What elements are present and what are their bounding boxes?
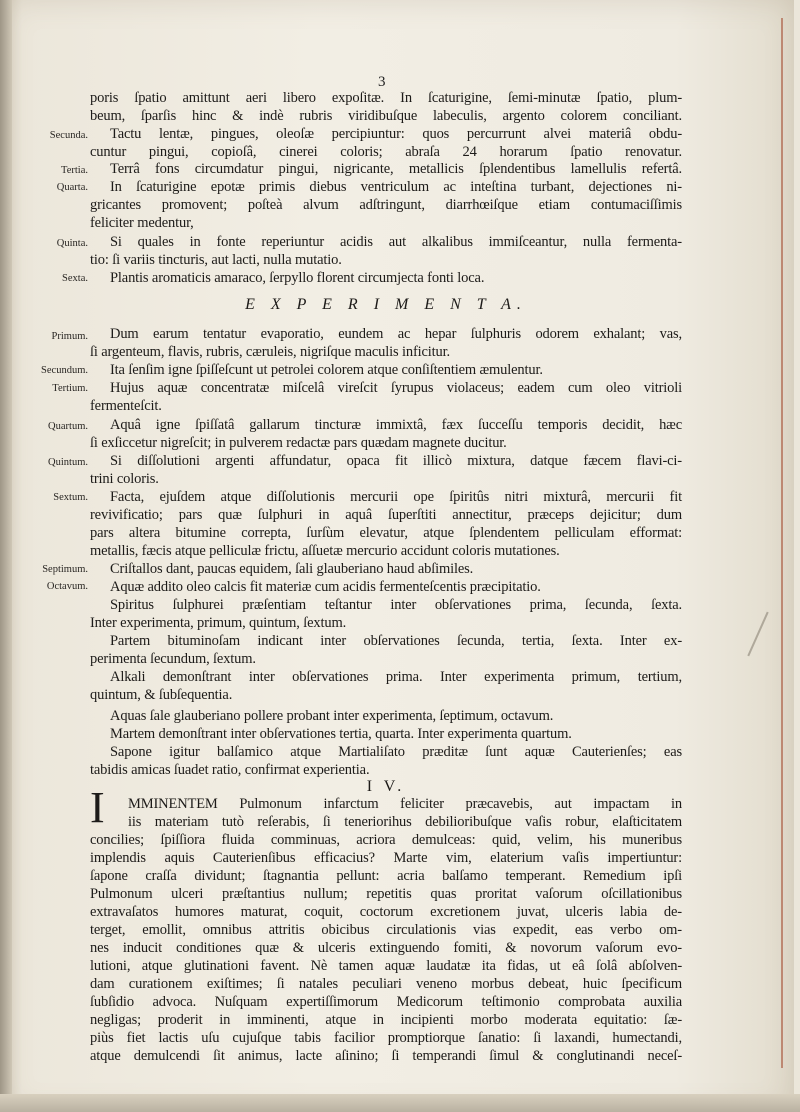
text-line: Martem demonſtrant inter obſervationes tertia, quarta. Inter experimenta quartum.: [110, 726, 572, 742]
margin-label-tertia: Tertia.: [61, 165, 88, 176]
text-line: poris ſpatio amittunt aeri libero expoſitæ. In ſcaturigine, ſemi-minutæ ſpatio, plum-: [90, 90, 682, 106]
text-line: quintum, & ſubſequentia.: [90, 687, 233, 703]
page-bottom-edge: [0, 1094, 800, 1112]
text-line: Alkali demonſtrant inter obſervationes prima. Inter experimenta primum, tertium,: [110, 669, 682, 685]
text-line: iis materiam tutò reſerabis, ſi teneriorihus debilioribuſque vaſis robur, elaſticitatem: [128, 814, 682, 830]
page-edge-line: [781, 18, 783, 1068]
folio-number: 3: [378, 74, 386, 90]
text-line: terget, emollit, omnibus attritis obicibus circulationis vias expedit, eas verbo om-: [90, 922, 682, 938]
text-line: tio: ſi variis tincturis, aut lacti, nulla mutatio.: [90, 252, 342, 268]
text-line: Facta, ejuſdem atque diſſolutionis mercurii ope ſpiritûs nitri mixturâ, mercurii fit: [110, 489, 682, 505]
text-line: lutioni, atque glutinationi favent. Nè tamen aquæ laudatæ ita fidas, ut eâ ſolâ abſolven-: [90, 958, 682, 974]
text-line: Spiritus ſulphurei præſentiam teſtantur inter obſervationes prima, ſecunda, ſexta.: [110, 597, 682, 613]
text-line: concilies; ſpiſſiora fluida comminuas, acriora demulceas: quid, velim, his muneribus: [90, 832, 682, 848]
text-line: Hujus aquæ concentratæ miſcelâ vireſcit ſyrupus violaceus; eadem cum oleo vitrioli: [110, 380, 682, 396]
section-heading-experimenta: E X P E R I M E N T A.: [245, 296, 527, 313]
text-line: piùs fiet lactis uſu cujuſque tabis facilior promptiorque ſanatio: ſi laxandi, humectandi,: [90, 1030, 682, 1046]
text-line: extravaſatos humores maturat, coquit, coctorum excretionem juvat, ulceris labia de-: [90, 904, 682, 920]
text-line: Sapone igitur balſamico atque Martialiſato præditæ ſunt aquæ Cauterienſes; eas: [110, 744, 682, 760]
text-line: trini coloris.: [90, 471, 159, 487]
text-line: MMINENTEM Pulmonum infarctum feliciter præcavebis, aut impactam in: [128, 796, 682, 812]
text-line: fermenteſcit.: [90, 398, 162, 414]
margin-label-secundum: Secundum.: [41, 365, 88, 376]
page-gutter: [0, 0, 12, 1112]
text-line: gricantes promovent; poſteà alvum adſtringunt, diarrhœiſque etiam contumaciſſimis: [90, 197, 682, 213]
margin-label-septimum: Septimum.: [42, 564, 88, 575]
text-line: Dum earum tentatur evaporatio, eundem ac hepar ſulphuris odorem exhalant; vas,: [110, 326, 682, 342]
text-line: feliciter medentur,: [90, 215, 194, 231]
section-numeral: I V.: [366, 778, 406, 795]
text-line: dam curationem exiſtimes; ſi natales peculiari veneno morbus debeat, huic ſpecificum: [90, 976, 682, 992]
text-line: Criſtallos dant, paucas equidem, ſali glauberiano haud abſimiles.: [110, 561, 474, 577]
text-line: Partem bituminoſam indicant inter obſervationes ſecunda, tertia, ſexta. Inter ex-: [110, 633, 682, 649]
text-line: Terrâ fons circumdatur pingui, nigricante, metallicis ſplendentibus lamellulis refertâ.: [110, 161, 682, 177]
text-line: ſi argenteum, flavis, rubris, cæruleis, nigriſque maculis inficitur.: [90, 344, 451, 360]
margin-label-quartum: Quartum.: [48, 421, 88, 432]
margin-label-tertium: Tertium.: [52, 383, 88, 394]
text-line: Inter experimenta, primum, quintum, ſextum.: [90, 615, 347, 631]
text-line: metallis, fæcis atque pelliculæ frictu, aſſuetæ mercurio accidunt coloris mutationes.: [90, 543, 560, 559]
text-line: Aquas ſale glauberiano pollere probant inter experimenta, ſeptimum, octavum.: [110, 708, 554, 724]
text-line: Aquâ igne ſpiſſatâ gallarum tincturæ immixtâ, fæx ſucceſſu temporis decidit, hæc: [110, 417, 682, 433]
text-line: Si quales in fonte reperiuntur acidis aut alkalibus immiſceantur, nulla fermenta-: [110, 234, 682, 250]
text-line: cuntur pingui, copioſâ, cinerei coloris; abraſa 24 horarum ſpatio renovatur.: [90, 144, 682, 160]
text-line: Ita ſenſim igne ſpiſſeſcunt ut petrolei colorem atque conſiſtentiem æmulentur.: [110, 362, 543, 378]
margin-label-sexta: Sexta.: [62, 273, 88, 284]
text-line: tabidis amicas ſuadet ratio, confirmat experientia.: [90, 762, 370, 778]
text-line: pars altera bitumine correpta, ſurſùm elevatur, atque ſplendentem pelliculam efformat:: [90, 525, 682, 541]
margin-label-octavum: Octavum.: [46, 581, 88, 592]
margin-label-quarta: Quarta.: [56, 182, 88, 193]
text-line: Plantis aromaticis amaraco, ſerpyllo florent circumjecta fonti loca.: [110, 270, 485, 286]
margin-label-primum: Primum.: [51, 331, 88, 342]
margin-label-quinta: Quinta.: [56, 238, 88, 249]
text-line: implendis aquis Cauterienſibus efficacius? Marte vim, elaterium vaſis impertiuntur:: [90, 850, 682, 866]
text-line: Si diſſolutioni argenti affundatur, opaca fit illicò mixtura, datque fæcem flavi-ci-: [110, 453, 682, 469]
drop-cap-letter: I: [90, 783, 105, 832]
margin-label-quintum: Quintum.: [48, 457, 88, 468]
text-line: atque demulcendi ſit animus, lacte aſinino; ſi temperandi ſimul & conglutinandi neceſ-: [90, 1048, 682, 1064]
text-line: nes inducit conditiones quæ & ulceris extinguendo fomiti, & novorum vaſorum evo-: [90, 940, 682, 956]
text-line: ſubſidio advoca. Nuſquam expertiſſimorum Medicorum teſtimonio comprobata auxilia: [90, 994, 682, 1010]
text-line: Pulmonum ulceri præſtantius nullum; repetitis quas proritat vaſorum oſcillationibus: [90, 886, 682, 902]
text-line: ſapone craſſa dividunt; ſtagnantia pellunt: acria balſamo temperant. Remedium ipſi: [90, 868, 682, 884]
text-line: Tactu lentæ, pingues, oleoſæ percipiuntur: quos percurrunt alvei materiâ obdu-: [110, 126, 682, 142]
text-line: Aquæ addito oleo calcis fit materiæ cum acidis fermenteſcentis præcipitatio.: [110, 579, 541, 595]
text-line: beum, ſparſis hinc & indè rubris viridibuſque labeculis, argento colorem conciliant.: [90, 108, 682, 124]
text-line: perimenta ſecundum, ſextum.: [90, 651, 256, 667]
margin-label-secunda: Secunda.: [49, 130, 88, 141]
text-line: In ſcaturigine epotæ primis diebus ventriculum ac inteſtina turbant, dejectiones ni-: [110, 179, 682, 195]
text-line: negligas; proderit in imminenti, atque in incipienti morbo moderata equitatio: ſæ-: [90, 1012, 682, 1028]
margin-label-sextum: Sextum.: [53, 492, 88, 503]
text-line: ſi exſiccetur nigreſcit; in pulverem redactæ pars quædam magnete ducitur.: [90, 435, 507, 451]
text-line: revivificatio; pars quæ ſulphuri in aquâ ſuperſtiti annectitur, præceps dejicitur; dum: [90, 507, 682, 523]
